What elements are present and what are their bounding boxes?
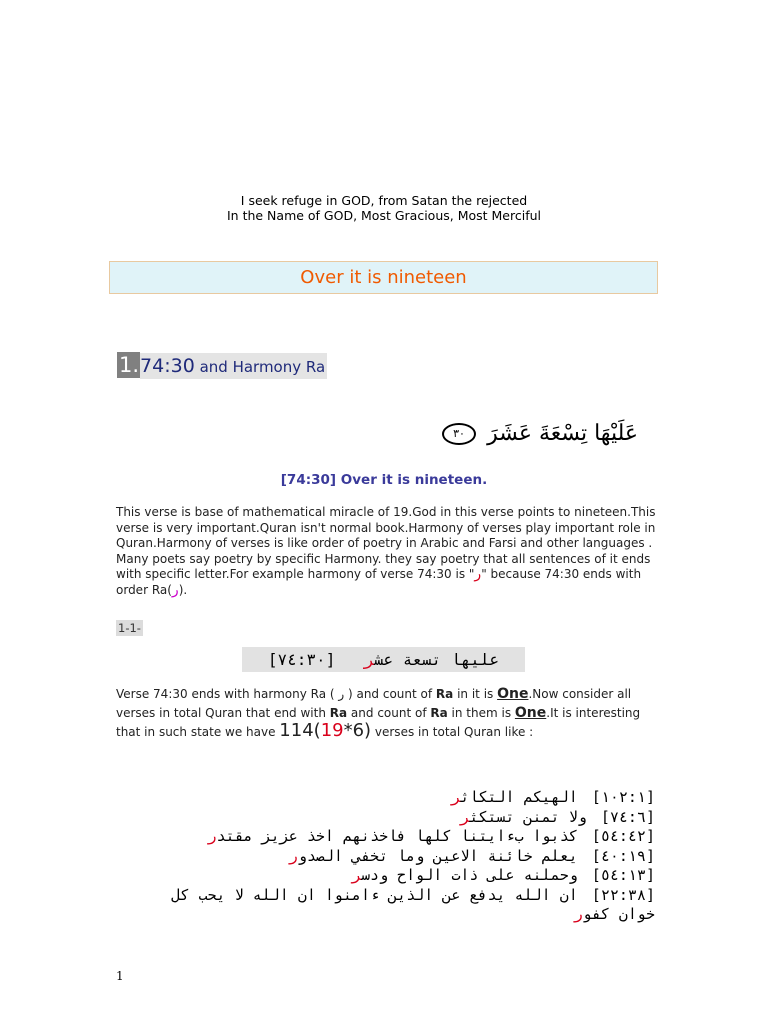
p2-bold-ra-1: Ra [435,687,454,701]
arabic-verse [115,788,655,808]
verse-translation: [74:30] Over it is nineteen. [280,472,488,488]
p2-count-114: 114( [279,720,321,741]
p2-part2: ) and count of [344,687,436,701]
page-number: 1 [116,969,124,983]
verse-ra: ر [352,866,362,884]
refuge-line: I seek refuge in GOD, from Satan the rejected [240,193,528,208]
highlighted-verse-text: عليها تسعة عش [373,650,500,669]
p2-part4: .Now consider all verses in total Quran that end with [116,687,632,720]
arabic-verse [115,827,655,847]
highlighted-verse [242,647,525,672]
p2-part8: verses in total Quran like : [371,725,534,739]
highlighted-verse-ra: ر [364,650,374,669]
arabic-verse-continuation [115,905,655,925]
verse-text: الهيكم التكاث [460,788,578,806]
verse-ra: ر [207,827,217,845]
ra-letter: ر [474,566,482,583]
verse-ref: [٥٤:١٣] [591,866,655,884]
section-heading [117,352,327,378]
verse-text: خوان كفو [582,905,655,923]
arabic-verse [115,847,655,867]
arabic-verse-list [115,788,655,925]
verse-text: ولا تمنن تستكث [469,807,587,826]
calligraphy-text: عَلَيْهَا تِسْعَةَ عَشَرَ [487,421,638,446]
ayah-number-icon: ٣٠ [442,423,476,445]
section-title-text: and Harmony Ra [194,358,326,376]
verse-ra: ر [573,905,583,923]
verse-ra: ر [460,807,470,826]
verse-ref: [٤٠:١٩] [591,846,655,865]
ra-letter-2: ر [171,581,179,598]
p2-part5: and count of [347,705,431,720]
verse-ref: [١٠٢:١] [591,788,655,806]
p2-part7: .It is interesting that in such state we have [116,705,641,739]
arabic-verse [115,808,655,828]
paragraph-intro-end: ). [178,582,188,597]
title-box: Over it is nineteen [109,261,658,294]
section-ref: 74:30 [140,355,195,377]
verse-text: كذبوا بءايتنا كلها فاخذنهم اخذ عزيز مقتد [216,827,578,845]
verse-ref: [٥٤:٤٢] [591,827,655,845]
verse-text: ان الله يدفع عن الذين ءامنوا ان الله لا يحب كل [171,885,578,904]
p2-part3: in it is [453,687,498,701]
p2-count-19: 19 [320,720,344,741]
verse-text: يعلم خائنة الاعين وما تخفي الصدو [297,846,578,865]
paragraph-intro [116,505,656,599]
verse-ra: ر [288,846,298,865]
p2-one-1: One [497,686,529,702]
paragraph-intro-text: This verse is base of mathematical miracle of 19.God in this verse points to nineteen.This verse is very important.Quran isn't normal book.Harmony of verses play important role in Quran.Harmony of verses is like order of poetry in Arabic and Farsi and other languages . Many poets say poetry by specific Harmony. they say poetry that all sentences of it ends with specific letter.For example harmony of verse 74:30 is " [116,505,656,582]
section-number: 1. [119,353,140,377]
p2-bold-ra-3: Ra [430,705,448,720]
paragraph-harmony [116,685,656,742]
arabic-verse [115,866,655,886]
p2-count-6: *6) [343,720,372,741]
p2-one-2: One [514,704,547,721]
paragraph-intro-mid: " because 74:30 ends with order Ra( [116,567,642,597]
basmala-line: In the Name of GOD, Most Gracious, Most Merciful [226,208,542,223]
section-title [140,353,327,379]
p2-ra: ر [338,687,345,701]
p2-bold-ra-2: Ra [329,705,348,720]
highlighted-verse-ref: [٧٤:٣٠] [267,650,336,669]
verse-ref: [٧٤:٦] [600,807,655,826]
verse-ra: ر [451,788,461,806]
subsection-label: 1-1- [118,621,141,635]
p2-part1: Verse 74:30 ends with harmony Ra ( [116,687,339,701]
arabic-verse [115,886,655,906]
verse-ref: [٢٢:٣٨] [591,885,655,904]
p2-part6: in them is [447,705,515,720]
verse-calligraphy [438,414,638,454]
verse-text: وحملنه على ذات الواح ودس [361,866,578,884]
